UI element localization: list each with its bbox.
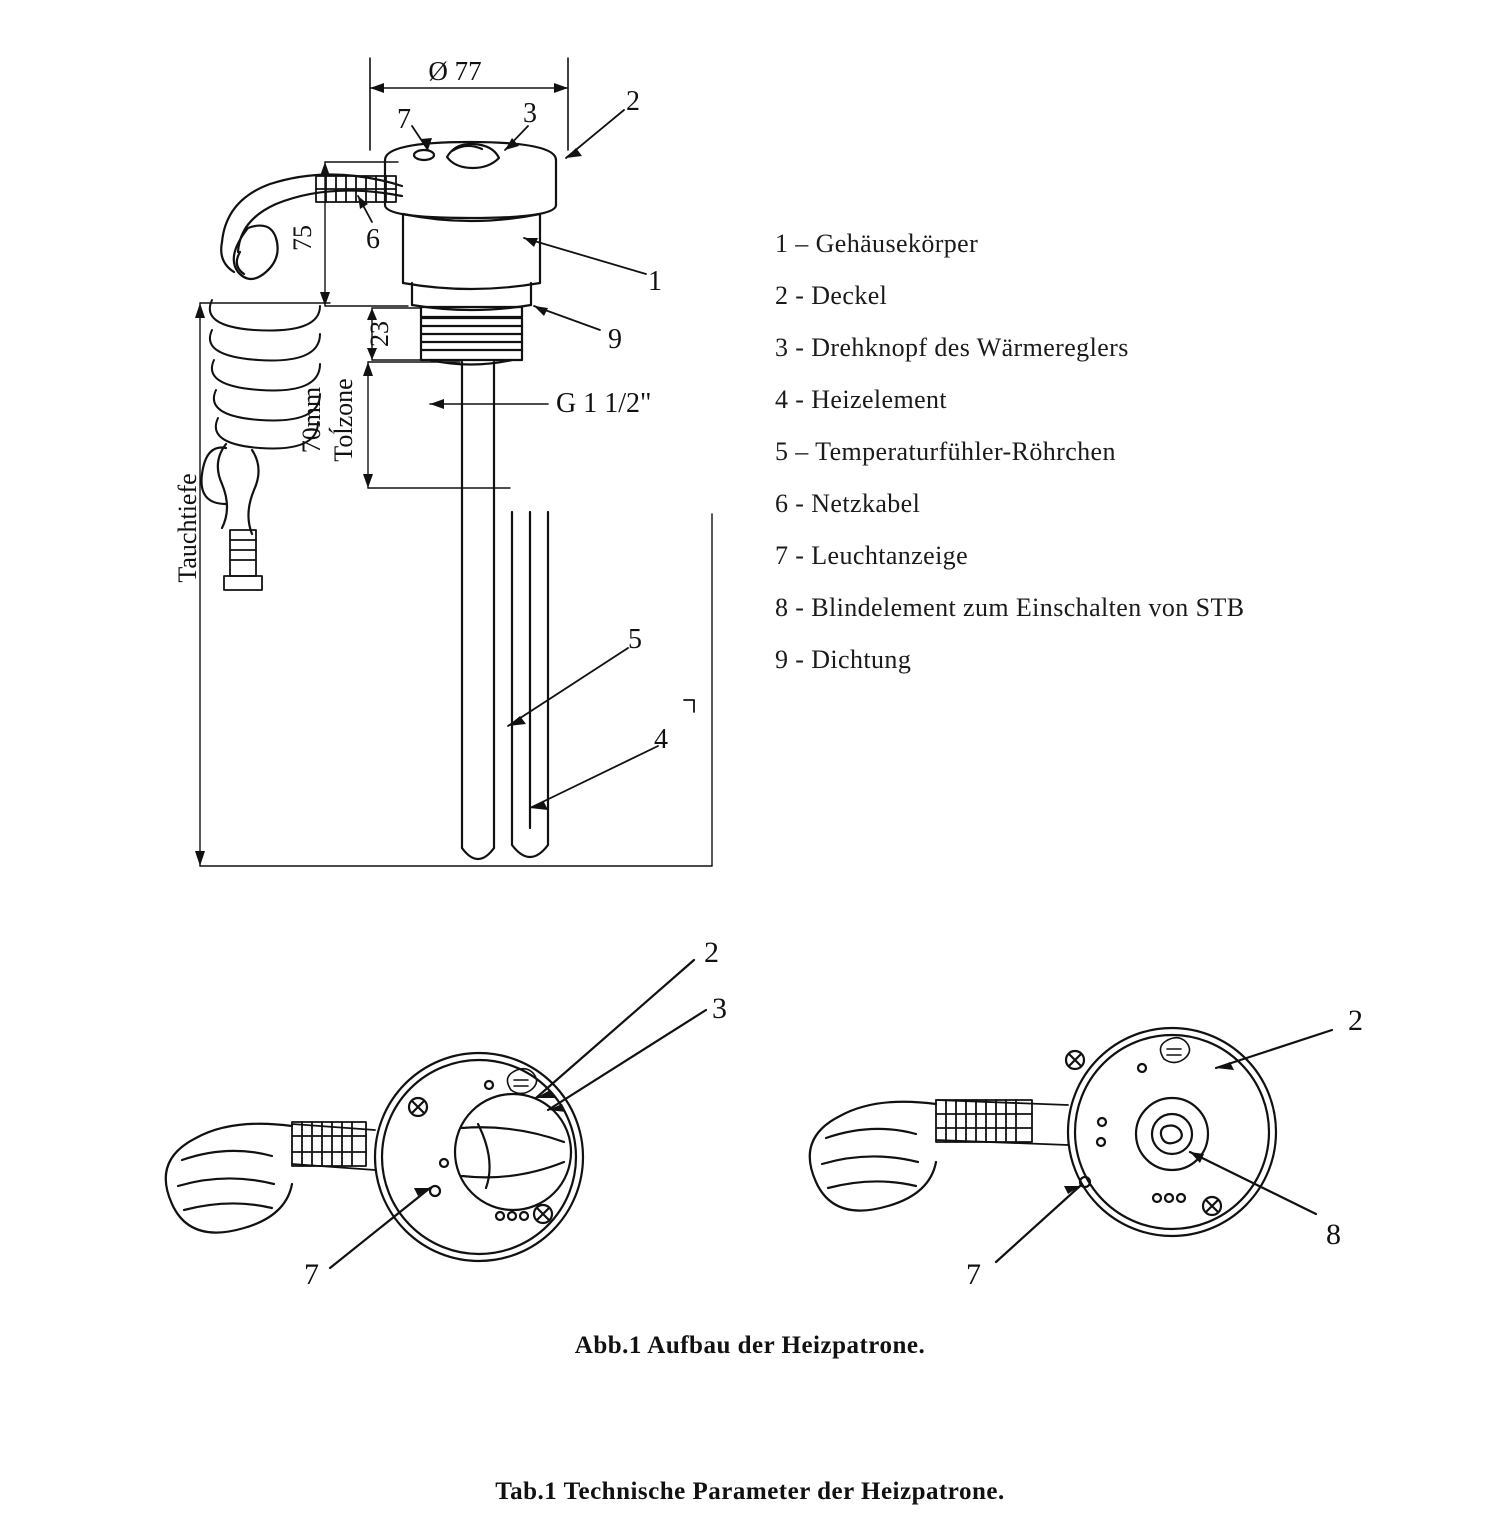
legend-item-4: 4 - Heizelement bbox=[775, 385, 948, 414]
dimension-hotzone-mm-label: 70mm bbox=[297, 386, 326, 454]
dimension-immersion-label: Tauchtiefe bbox=[173, 473, 202, 583]
callout-3-side: 3 bbox=[523, 98, 537, 129]
sensor-tube bbox=[462, 362, 494, 859]
legend-item-2: 2 - Deckel bbox=[775, 281, 888, 310]
legend-item-1: 1 – Gehäusekörper bbox=[775, 229, 979, 258]
thread-size-leader bbox=[430, 399, 548, 409]
legend-item-3: 3 - Drehknopf des Wärmereglers bbox=[775, 333, 1129, 362]
legend-item-7: 7 - Leuchtanzeige bbox=[775, 541, 969, 570]
figure-caption: Abb.1 Aufbau der Heizpatrone. bbox=[574, 1332, 926, 1359]
callout-7-side: 7 bbox=[397, 104, 411, 135]
callout-7-bottom-right: 7 bbox=[966, 1258, 981, 1291]
callout-7-bottom-left: 7 bbox=[304, 1258, 319, 1291]
callout-2-bottom-left: 2 bbox=[704, 936, 719, 969]
callout-4-side: 4 bbox=[654, 724, 668, 755]
legend-item-8: 8 - Blindelement zum Einschalten von STB bbox=[775, 593, 1245, 622]
dimension-hotzone-label: Toĺzone bbox=[329, 378, 358, 462]
lid-body bbox=[385, 142, 556, 218]
dimension-thread-label: G 1 1/2" bbox=[556, 388, 652, 419]
callout-9-side: 9 bbox=[608, 324, 622, 355]
callout-1-side: 1 bbox=[648, 266, 662, 297]
callout-6-side: 6 bbox=[366, 224, 380, 255]
dimension-diameter-label: Ø 77 bbox=[428, 56, 482, 86]
thread-and-gasket bbox=[421, 307, 522, 365]
bottom-view-stb bbox=[810, 1028, 1332, 1262]
callout-2-side: 2 bbox=[626, 86, 640, 117]
dimension-23-label: 23 bbox=[365, 321, 394, 347]
bottom-view-knob bbox=[166, 960, 706, 1268]
legend-list bbox=[775, 218, 1415, 686]
callout-8-bottom-right: 8 bbox=[1326, 1218, 1341, 1251]
callout-5-side: 5 bbox=[628, 624, 642, 655]
legend-item-9: 9 - Dichtung bbox=[775, 645, 912, 674]
table-caption: Tab.1 Technische Parameter der Heizpatrone. bbox=[495, 1478, 1005, 1505]
dimension-hot-zone bbox=[363, 362, 510, 488]
legend-item-5: 5 – Temperaturfühler-Röhrchen bbox=[775, 437, 1116, 466]
housing-body bbox=[403, 214, 540, 310]
callout-3-bottom-left: 3 bbox=[712, 992, 727, 1025]
dimension-75-label: 75 bbox=[288, 225, 317, 251]
legend-item-6: 6 - Netzkabel bbox=[775, 489, 921, 518]
callout-2-bottom-right: 2 bbox=[1348, 1004, 1363, 1037]
